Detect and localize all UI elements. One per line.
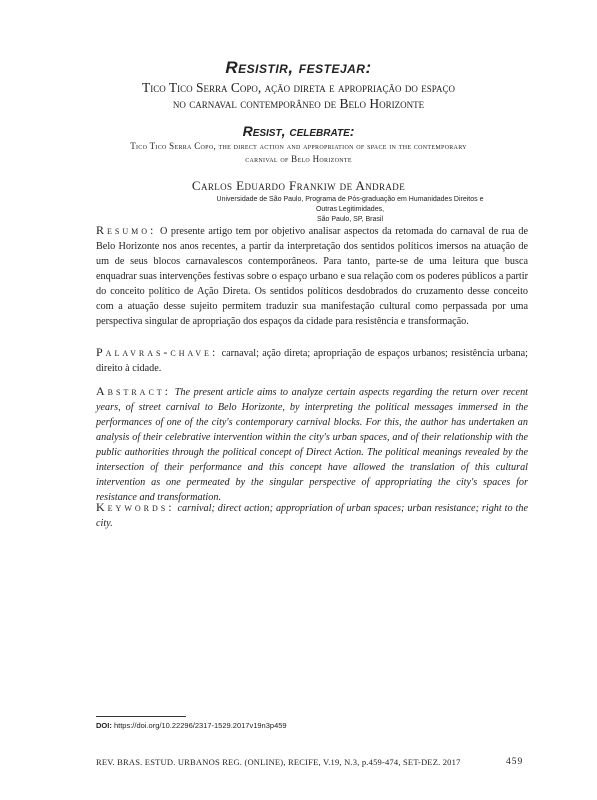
palavras-chave-label: Palavras-chave: <box>96 345 219 359</box>
keywords-label: Keywords: <box>96 500 175 514</box>
subtitle-en-line-1: Tico Tico Serra Copo, the direct action and appropriation of space in the contemporary <box>130 141 467 151</box>
doi-label: DOI: <box>96 721 112 730</box>
journal-footer: REV. BRAS. ESTUD. URBANOS REG. (ONLINE), RECIFE, V.19, N.3, p.459-474, SET-DEZ. 2017 <box>96 757 461 767</box>
abstract-text: The present article aims to analyze certain aspects regarding the return over recent years, of street carnival to Belo Horizonte, by interpreting the political messages immersed in the performances of one of the city's contemporary carnival blocks. For this, the author has undertaken an analysis of their celebrative intervention within the city's urban spaces, and of their relationship with the public authorities through the political concept of Direct Action. The political meanings revealed by the intersection of their performance and this concept have allowed the translation of this cultural intervention as one permeated by the singular perspective of appropriating the city's spaces for resistance and transformation. <box>96 387 528 503</box>
subtitle-pt-line-2: no carnaval contemporâneo de Belo Horizonte <box>172 96 425 111</box>
affiliation-line-2: São Paulo, SP, Brasil <box>316 216 384 223</box>
title-en: Resist, celebrate: <box>242 123 355 139</box>
affiliation-line-1: Universidade de São Paulo, Programa de Pós-graduação em Humanidades Direitos e Outras Legitimidades, <box>216 196 484 213</box>
resumo-text: O presente artigo tem por objetivo analisar aspectos da retomada do carnaval de rua de Belo Horizonte nos anos recentes, a partir da interpretação dos sentidos políticos imersos na atuação de um de seus blocos carnavalescos contemporâneos. Para tanto, parte-se de uma leitura que busca enquadrar suas intervenções festivas sobre o espaço urbano e sua relação com os poderes públicos a partir do conceito político de Ação Direta. Os sentidos políticos desdobrados do cruzamento desse conceito com a atuação desse sujeito permitem traduzir sua manifestação cultural como perpassada por uma perspectiva singular de apropriação dos espaços da cidade para resistência e transformação. <box>96 226 529 327</box>
abstract-paragraph <box>96 384 528 505</box>
subtitle-en-line-2: carnival of Belo Horizonte <box>245 154 352 164</box>
page-number: 459 <box>506 757 524 767</box>
abstract-label: Abstract: <box>96 384 172 398</box>
doi-link[interactable]: https://doi.org/10.22296/2317-1529.2017v19n3p459 <box>113 721 287 730</box>
resumo-label: Resumo: <box>96 223 157 237</box>
doi-line <box>96 721 287 730</box>
palavras-chave-paragraph <box>96 345 528 376</box>
palavras-chave-text: carnaval; ação direta; apropriação de espaços urbanos; resistência urbana; direito à cidade. <box>96 348 529 374</box>
title-pt: Resistir, festejar: <box>225 58 372 77</box>
subtitle-pt-line-1: Tico Tico Serra Copo, ação direta e apropriação do espaço <box>142 80 455 95</box>
subtitle-en <box>0 140 597 166</box>
author-name: Carlos Eduardo Frankiw de Andrade <box>191 178 406 193</box>
resumo-paragraph <box>96 223 528 329</box>
keywords-paragraph <box>96 500 528 531</box>
author-affiliation <box>210 195 490 225</box>
footnote-divider <box>96 716 186 717</box>
keywords-text: carnival; direct action; appropriation of urban spaces; urban resistance; right to the city. <box>96 503 528 529</box>
subtitle-pt <box>0 80 597 112</box>
